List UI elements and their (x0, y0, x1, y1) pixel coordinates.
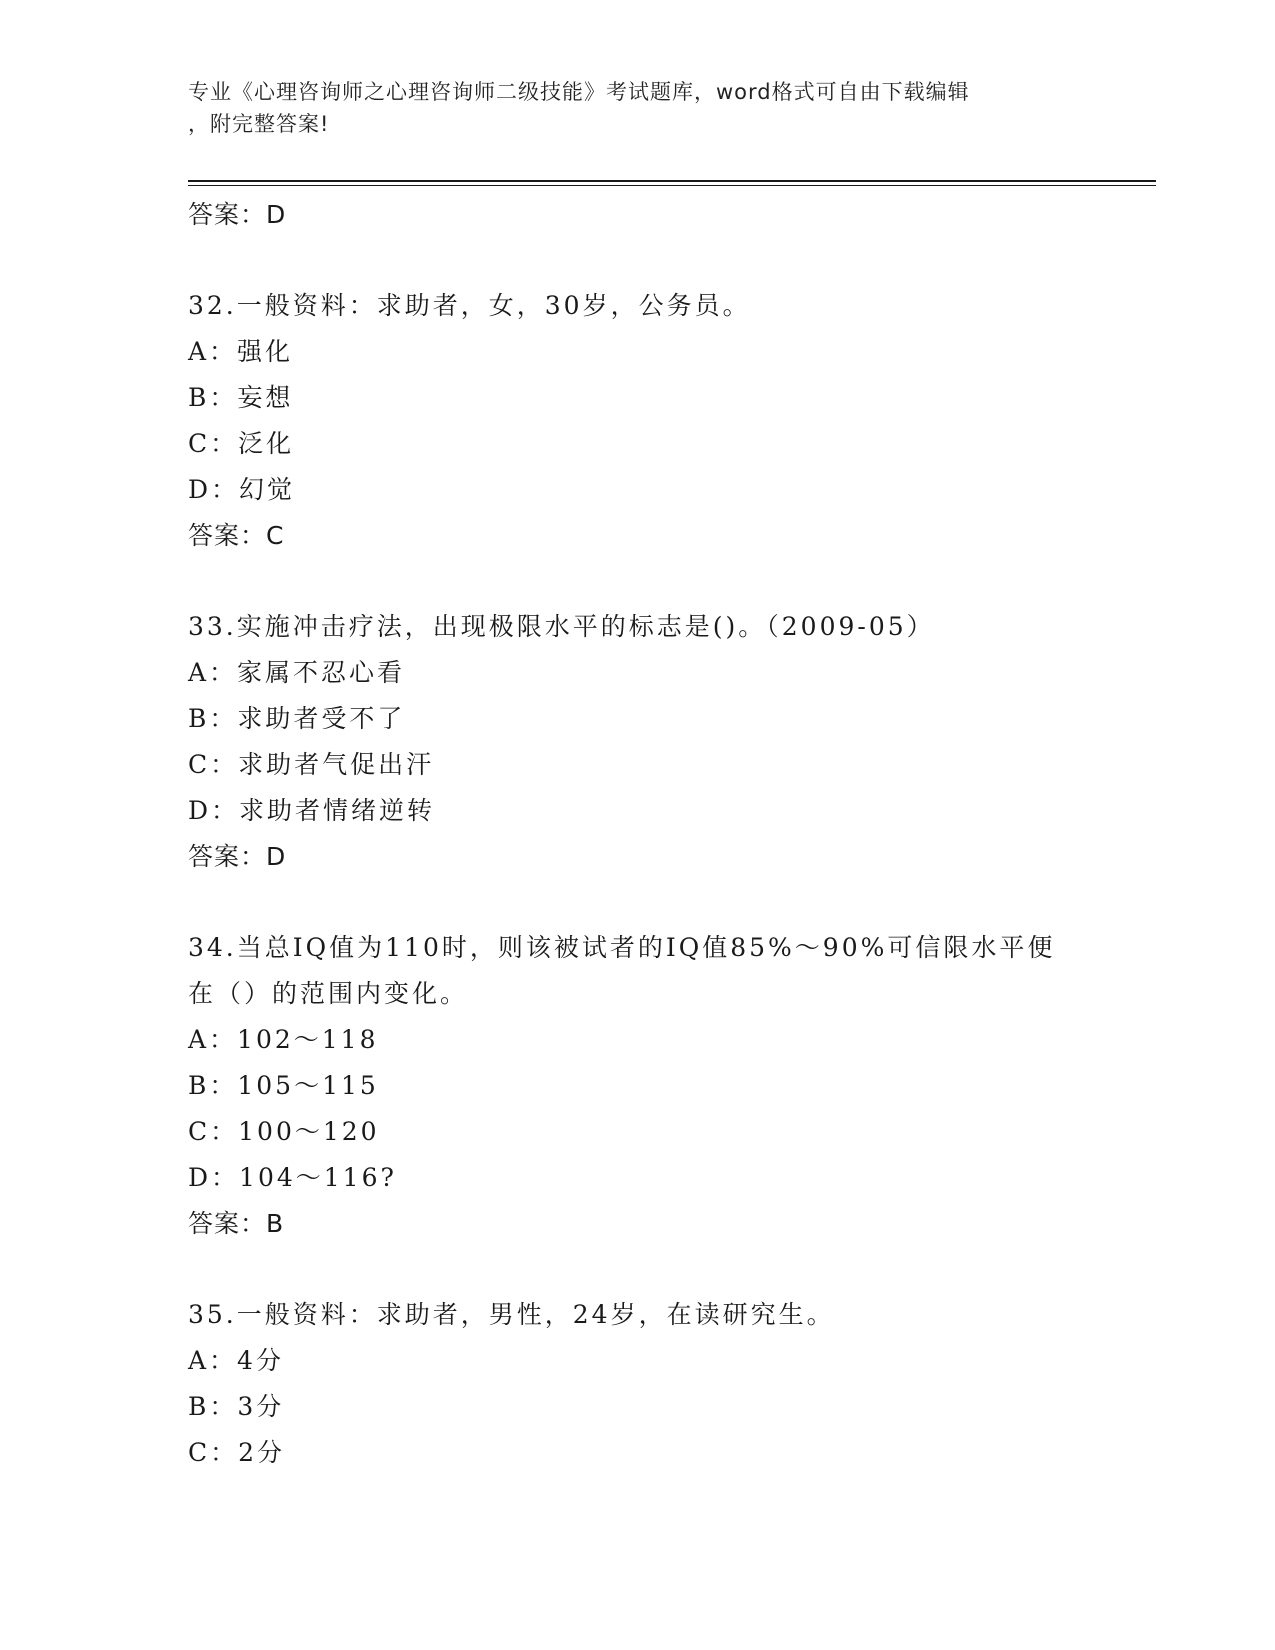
option-d: D：104～116? (188, 1163, 397, 1192)
question-block (188, 283, 1088, 559)
option-c: C：求助者气促出汗 (188, 750, 435, 779)
option-a: A：家属不忍心看 (188, 658, 406, 687)
option-b: B：妄想 (188, 383, 294, 412)
option-d: D：求助者情绪逆转 (188, 796, 436, 825)
spacer (188, 238, 1088, 283)
question-stem-continued: 在（）的范围内变化。 (188, 979, 469, 1008)
option-b: B：105～115 (188, 1071, 379, 1100)
header-rule-thin (188, 185, 1156, 186)
spacer (188, 880, 1088, 925)
option-a: A：102～118 (188, 1025, 379, 1054)
spacer (188, 559, 1088, 604)
option-c: C：泛化 (188, 429, 295, 458)
question-stem: 33.实施冲击疗法，出现极限水平的标志是()。（2009-05） (188, 612, 935, 641)
answer-line: 答案：D (188, 842, 287, 871)
header-line-2: ，附完整答案! (188, 112, 330, 136)
option-c: C：100～120 (188, 1117, 380, 1146)
option-b: B：3分 (188, 1392, 285, 1421)
option-b: B：求助者受不了 (188, 704, 406, 733)
header-line-1: 专业《心理咨询师之心理咨询师二级技能》考试题库，word格式可自由下载编辑 (188, 80, 970, 104)
answer-line: 答案：C (188, 521, 285, 550)
question-block (188, 1292, 1088, 1476)
answer-line: 答案：D (188, 200, 287, 229)
option-d: D：幻觉 (188, 475, 296, 504)
question-stem: 34.当总IQ值为110时，则该被试者的IQ值85%～90%可信限水平便 (188, 933, 1056, 962)
question-stem: 35.一般资料：求助者，男性，24岁，在读研究生。 (188, 1300, 835, 1329)
header-rule-thick (188, 180, 1156, 182)
question-block (188, 604, 1088, 880)
question-stem: 32.一般资料：求助者，女，30岁，公务员。 (188, 291, 751, 320)
option-c: C：2分 (188, 1438, 286, 1467)
option-a: A：强化 (188, 337, 294, 366)
question-block (188, 925, 1088, 1247)
spacer (188, 1247, 1088, 1292)
answer-line: 答案：B (188, 1209, 285, 1238)
document-header (188, 76, 1068, 140)
question-list (188, 192, 1088, 1476)
option-a: A：4分 (188, 1346, 284, 1375)
